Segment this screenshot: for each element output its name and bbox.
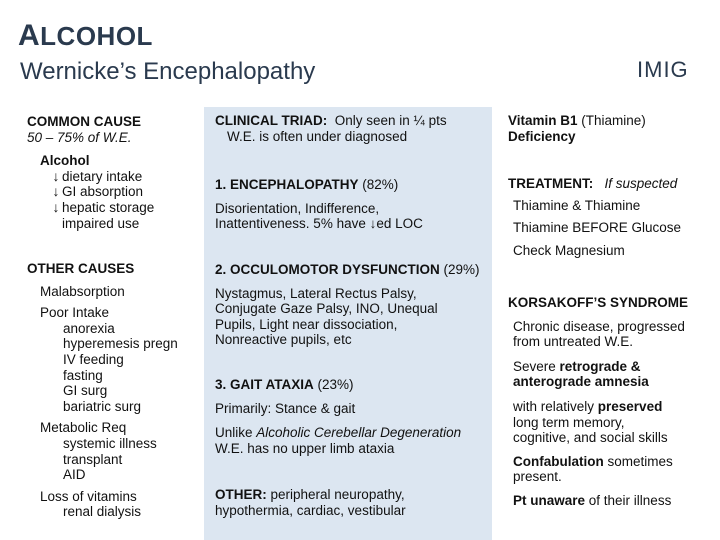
- occulomotor-percent: (29%): [443, 262, 480, 277]
- list-item: Thiamine & Thiamine: [513, 197, 641, 213]
- treatment-note: If suspected: [604, 176, 678, 191]
- down-arrow-icon: ↓: [52, 183, 60, 200]
- list-item: hyperemesis pregn: [63, 336, 178, 352]
- list-item: Check Magnesium: [513, 242, 625, 258]
- clinical-triad-section: [215, 113, 490, 144]
- poor-intake-label: Poor Intake: [40, 305, 110, 321]
- loss-vitamins-label: Loss of vitamins: [40, 488, 137, 504]
- alcohol-item: ↓ dietary intake: [52, 167, 143, 184]
- list-item: renal dialysis: [63, 504, 142, 520]
- other-causes-heading: OTHER CAUSES: [27, 261, 135, 276]
- occulomotor-line: Conjugate Gaze Palsy, INO, Unequal: [215, 301, 438, 317]
- treatment-section: [508, 176, 718, 258]
- down-arrow-icon: ↓: [52, 167, 60, 184]
- occulomotor-line: Nonreactive pupils, etc: [215, 332, 352, 348]
- common-cause-subheading: 50 – 75% of W.E.: [27, 129, 132, 145]
- occulomotor-section: [215, 262, 495, 348]
- page-subtitle: Wernicke’s Encephalopathy: [20, 58, 316, 85]
- encephalopathy-text: Disorientation, Indifference,: [215, 200, 380, 216]
- list-item: anorexia: [63, 320, 115, 336]
- encephalopathy-percent: (82%): [362, 177, 399, 192]
- gait-line: Primarily: Stance & gait: [215, 400, 356, 416]
- clinical-triad-note: Only seen in ¼ pts: [334, 113, 447, 128]
- list-item: Thiamine BEFORE Glucose: [513, 220, 682, 236]
- malabsorption-label: Malabsorption: [40, 283, 125, 299]
- alcohol-item: ↓ GI absorption: [52, 183, 144, 200]
- unlike-line: Unlike Alcoholic Cerebellar Degeneration: [215, 425, 462, 441]
- underdiagnosed-note: W.E. is often under diagnosed: [227, 128, 408, 144]
- metabolic-req-label: Metabolic Req: [40, 420, 127, 436]
- gait-ataxia-section: [215, 377, 490, 456]
- other-section: OTHER: peripheral neuropathy, hypothermia, cardiac, vestibular: [215, 487, 490, 518]
- vitamin-section: Vitamin B1 (Thiamine) Deficiency: [508, 113, 646, 144]
- upper-limb-line: W.E. has no upper limb ataxia: [215, 440, 395, 456]
- list-item: fasting: [63, 367, 103, 383]
- list-item: GI surg: [63, 383, 108, 399]
- common-cause-heading: COMMON CAUSE: [27, 114, 141, 129]
- page-title: ALCOHOL: [18, 19, 153, 52]
- list-item: systemic illness: [63, 435, 157, 451]
- down-arrow-icon: ↓: [369, 216, 377, 232]
- other-line-2: hypothermia, cardiac, vestibular: [215, 502, 406, 518]
- korsakoff-section: KORSAKOFF’S SYNDROME Chronic disease, progressed from untreated W.E. Severe retrograde & anterograde amnesia with relatively preserved long term memory, cognitive, and social skills Confabulation sometimes present. Pt unaware of their illness: [508, 295, 720, 509]
- treatment-heading: TREATMENT:: [508, 176, 594, 191]
- occulomotor-heading: 2. OCCULOMOTOR DYSFUNCTION: [215, 262, 440, 277]
- gait-ataxia-heading: 3. GAIT ATAXIA: [215, 377, 314, 392]
- occulomotor-line: Nystagmus, Lateral Rectus Palsy,: [215, 285, 417, 301]
- other-causes-section: [27, 261, 178, 520]
- impaired-use-item: impaired use: [62, 215, 140, 231]
- occulomotor-line: Pupils, Light near dissociation,: [215, 316, 398, 332]
- encephalopathy-text-2: Inattentiveness. 5% have ↓ed LOC: [215, 216, 423, 232]
- list-item: IV feeding: [63, 351, 124, 367]
- alcohol-item: ↓ hepatic storage: [52, 198, 155, 215]
- encephalopathy-heading: 1. ENCEPHALOPATHY: [215, 177, 359, 192]
- imig-logo: IMIG: [637, 57, 689, 82]
- korsakoff-heading: KORSAKOFF’S SYNDROME: [508, 295, 689, 310]
- other-heading: OTHER:: [215, 487, 267, 502]
- encephalopathy-section: [215, 177, 490, 232]
- down-arrow-icon: ↓: [52, 198, 60, 215]
- gait-ataxia-percent: (23%): [317, 377, 354, 392]
- list-item: bariatric surg: [63, 398, 142, 414]
- list-item: AID: [63, 467, 86, 483]
- list-item: transplant: [63, 451, 123, 467]
- common-cause-section: [27, 114, 154, 231]
- clinical-triad-heading: CLINICAL TRIAD:: [215, 113, 328, 128]
- alcohol-label: Alcohol: [40, 153, 90, 169]
